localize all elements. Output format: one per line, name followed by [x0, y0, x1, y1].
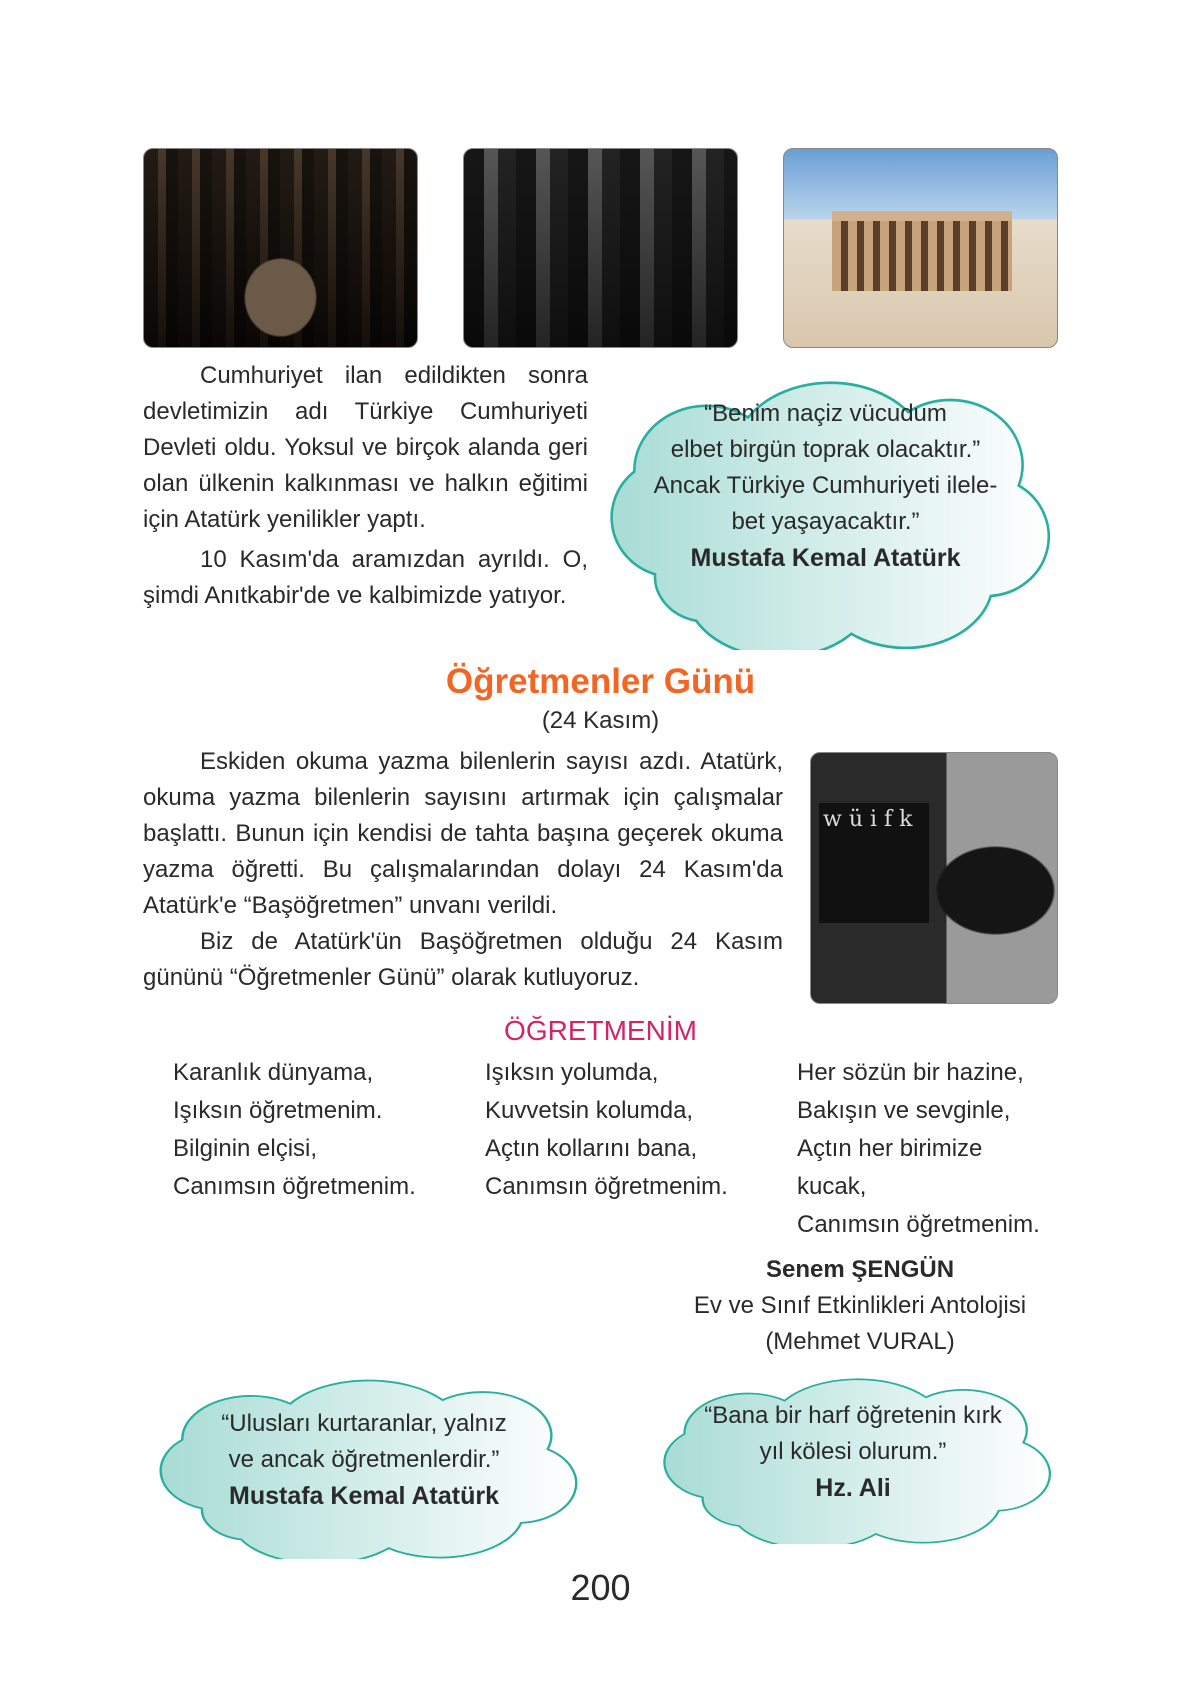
intro-paragraph-2-text: 10 Kasım'da aramızdan ayrıldı. O, şimdi Anıtkabir'de ve kalbimizde yatıyor. — [143, 546, 588, 609]
poem-line: Her sözün bir hazine, — [797, 1059, 1024, 1086]
poem-line: Açtın kollarını bana, — [485, 1135, 698, 1162]
poem-line: Canımsın öğretmenim. — [797, 1211, 1040, 1238]
quote-line: Ancak Türkiye Cumhuriyeti ilele- — [653, 472, 998, 499]
quote-cloud-hz-ali — [648, 1364, 1058, 1544]
poem-editor: (Mehmet VURAL) — [765, 1328, 955, 1355]
section-paragraph-1 — [143, 744, 783, 924]
photo-anitkabir — [783, 148, 1058, 348]
quote-line: yıl kölesi olurum.” — [759, 1438, 947, 1465]
monument-shape — [832, 211, 1012, 291]
section-paragraph-2 — [143, 924, 783, 996]
quote-line: “Bana bir harf öğretenin kırk — [704, 1402, 1002, 1429]
poem-line: Bakışın ve sevginle, — [797, 1097, 1011, 1124]
photo-ataturk-group — [463, 148, 738, 348]
photo-row — [143, 148, 1058, 348]
quote-author: Hz. Ali — [815, 1474, 891, 1502]
page-number: 200 — [570, 1567, 631, 1608]
quote-line: “Ulusları kurtaranlar, yalnız — [221, 1410, 507, 1437]
photo-assembly-group — [143, 148, 418, 348]
poem-line: Işıksın yolumda, — [485, 1059, 659, 1086]
poem-line: Açtın her birimize kucak, — [797, 1135, 983, 1200]
intro-paragraph-1-text: Cumhuriyet ilan edildikten sonra devletimizin adı Türkiye Cumhuriyeti Devleti oldu. Yoksul ve birçok alanda geri olan ülkenin kalkınması ve halkın eğitimi için Atatürk yenilikler yaptı. — [143, 362, 588, 533]
intro-text — [143, 358, 588, 614]
poem-line: Kuvvetsin kolumda, — [485, 1097, 694, 1124]
section-paragraph-2-text: Biz de Atatürk'ün Başöğretmen olduğu 24 Kasım gününü “Öğretmenler Günü” olarak kutluyoruz. — [143, 928, 783, 991]
quote-author: Mustafa Kemal Atatürk — [229, 1482, 499, 1510]
poem-title: ÖĞRETMENİM — [504, 1015, 697, 1046]
poem-stanza-3 — [767, 1054, 1058, 1244]
quote-line: elbet birgün toprak olacaktır.” — [670, 436, 981, 463]
photo-ataturk-teaching — [810, 752, 1058, 1004]
quote-line: ve ancak öğretmenlerdir.” — [228, 1446, 500, 1473]
intro-paragraph-2 — [143, 542, 588, 614]
quote-line: bet yaşayacaktır.” — [731, 508, 920, 535]
quote-cloud-ataturk-2 — [143, 1364, 585, 1559]
section-subtitle: (24 Kasım) — [541, 707, 660, 734]
poem-line: Canımsın öğretmenim. — [173, 1173, 416, 1200]
section-row — [143, 744, 1058, 1004]
poem-stanza-2 — [455, 1054, 767, 1206]
poem-line: Canımsın öğretmenim. — [485, 1173, 728, 1200]
quote-cloud-ataturk-1 — [593, 358, 1058, 650]
section-paragraph-1-text: Eskiden okuma yazma bilenlerin sayısı azdı. Atatürk, okuma yazma bilenlerin sayısını artırmak için çalışmalar başlattı. Bunun için kendisi de tahta başına geçerek okuma yazma öğretti. Bu çalışmalarından dolayı 24 Kasım'da Atatürk'e “Başöğretmen” unvanı verildi. — [143, 748, 783, 919]
intro-row — [143, 358, 1058, 650]
poem-line: Bilginin elçisi, — [173, 1135, 318, 1162]
poem-columns — [143, 1054, 1058, 1244]
quote-line: “Benim naçiz vücudum — [704, 400, 947, 427]
poem-stanza-1 — [143, 1054, 455, 1206]
poem-line: Işıksın öğretmenim. — [173, 1097, 383, 1124]
blackboard: w ü i f k — [819, 803, 929, 923]
quote-author: Mustafa Kemal Atatürk — [690, 544, 961, 572]
poem-author: Senem ŞENGÜN — [765, 1256, 955, 1283]
intro-paragraph-1 — [143, 358, 588, 538]
section-title: Öğretmenler Günü — [445, 662, 756, 701]
section-text — [143, 744, 783, 996]
bottom-quotes-row — [143, 1364, 1058, 1559]
poem-source: Ev ve Sınıf Etkinlikleri Antolojisi — [693, 1292, 1027, 1319]
poem-line: Karanlık dünyama, — [173, 1059, 374, 1086]
